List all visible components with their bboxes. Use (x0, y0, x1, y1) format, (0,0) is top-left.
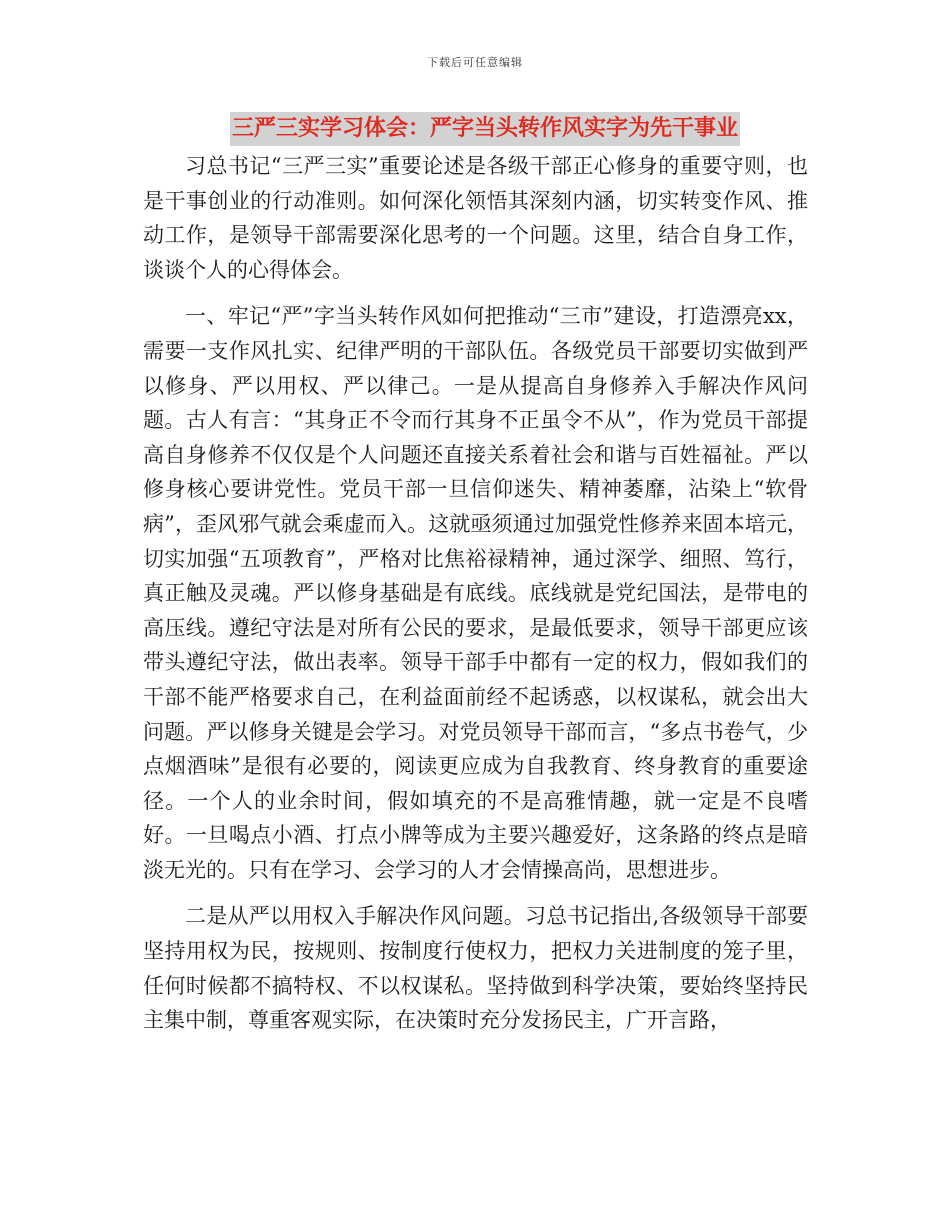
document-title: 三严三实学习体会：严字当头转作风实字为先干事业 (230, 112, 740, 146)
paragraph-section-two: 二是从严以用权入手解决作风问题。习总书记指出,各级领导干部要坚持用权为民，按规则、按制度行使权力，把权力关进制度的笼子里，任何时候都不搞特权、不以权谋私。坚持做到科学决策，要始终坚持民主集中制，尊重客观实际，在决策时充分发扬民主，广开言路， (143, 904, 808, 1033)
paragraph-intro: 习总书记“三严三实”重要论述是各级干部正心修身的重要守则，也是干事创业的行动准则。如何深化领悟其深刻内涵，切实转变作风、推动工作，是领导干部需要深化思考的一个问题。这里，结合自身工作，谈谈个人的心得体会。 (143, 154, 808, 282)
paragraph-section-one: 一、牢记“严”字当头转作风如何把推动“三市”建设，打造漂亮xx，需要一支作风扎实、纪律严明的干部队伍。各级党员干部要切实做到严以修身、严以用权、严以律己。一是从提高自身修养入手解决作风问题。古人有言：“其身正不令而行其身不正虽令不从”，作为党员干部提高自身修养不仅仅是个人问题还直接关系着社会和谐与百姓福祉。严以修身核心要讲党性。党员干部一旦信仰迷失、精神萎靡，沾染上“软骨病”，歪风邪气就会乘虚而入。这就亟须通过加强党性修养来固本培元，切实加强“五项教育”，严格对比焦裕禄精神，通过深学、细照、笃行，真正触及灵魂。严以修身基础是有底线。底线就是党纪国法，是带电的高压线。遵纪守法是对所有公民的要求，是最低要求，领导干部更应该带头遵纪守法，做出表率。领导干部手中都有一定的权力，假如我们的干部不能严格要求自己，在利益面前经不起诱惑，以权谋私，就会出大问题。严以修身关键是会学习。对党员领导干部而言，“多点书卷气，少点烟酒味”是很有必要的，阅读更应成为自我教育、终身教育的重要途径。一个人的业余时间，假如填充的不是高雅情趣，就一定是不良嗜好。一旦喝点小酒、打点小牌等成为主要兴趣爱好，这条路的终点是暗淡无光的。只有在学习、会学习的人才会情操高尚，思想进步。 (143, 304, 808, 882)
document-body (143, 149, 808, 1050)
page-header: 下载后可任意编辑 (427, 56, 523, 69)
